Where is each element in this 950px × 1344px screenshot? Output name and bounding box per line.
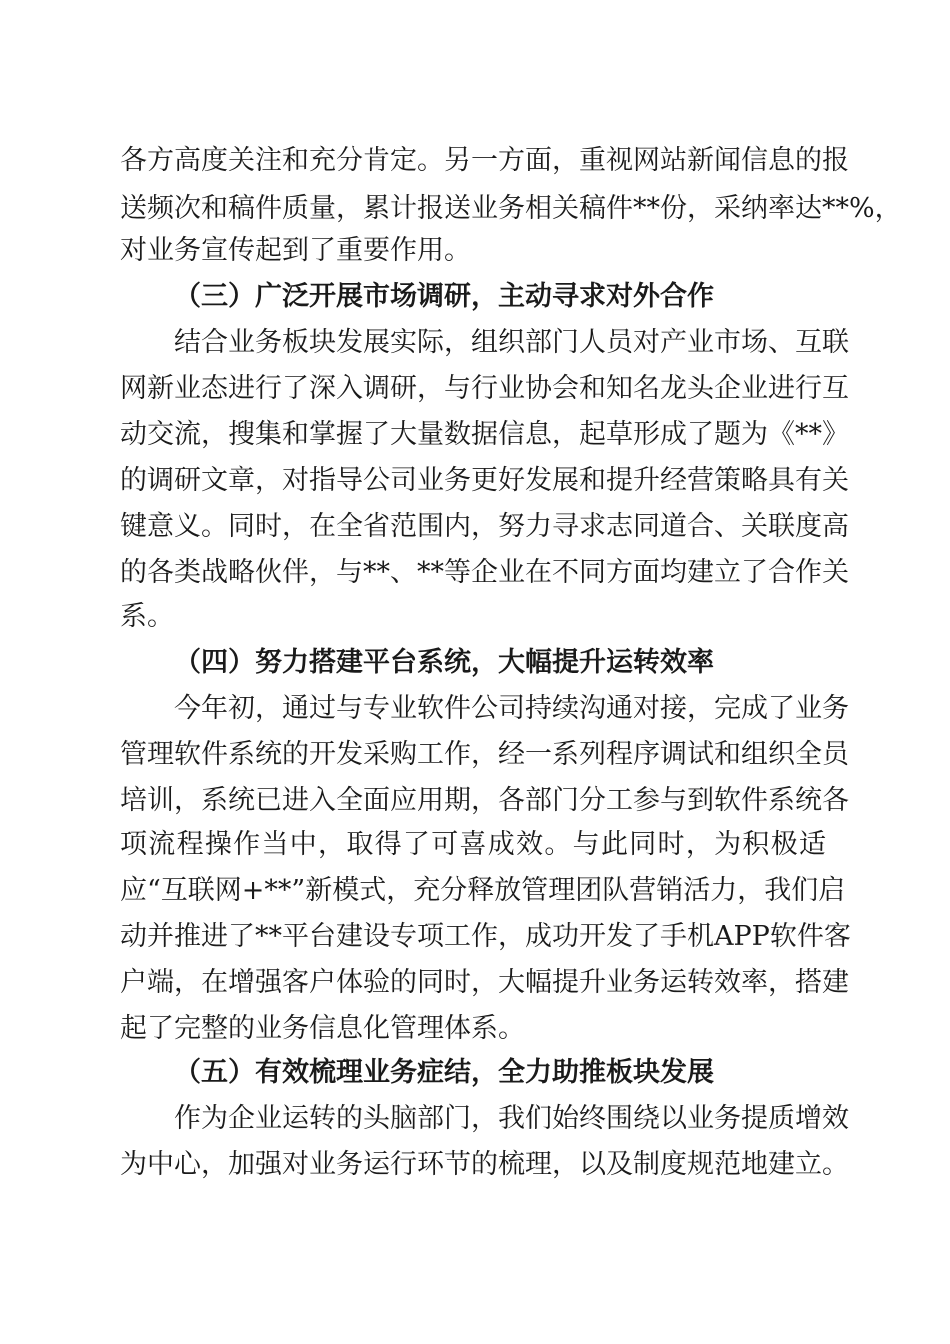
paragraph-line: 起了完整的业务信息化管理体系。 [120,1013,525,1044]
section-heading-4: （四）努力搭建平台系统，大幅提升运转效率 [174,647,714,678]
paragraph-line: 的调研文章，对指导公司业务更好发展和提升经营策略具有关 [120,465,849,496]
paragraph-line: 键意义。同时，在全省范围内，努力寻求志同道合、关联度高 [120,511,849,542]
paragraph-line: 培训，系统已进入全面应用期，各部门分工参与到软件系统各 [120,785,849,816]
paragraph-line: 结合业务板块发展实际，组织部门人员对产业市场、互联 [174,327,849,358]
paragraph-line: 的各类战略伙伴，与**、**等企业在不同方面均建立了合作关 [120,557,849,588]
paragraph-line: 为中心，加强对业务运行环节的梳理，以及制度规范地建立。 [120,1149,849,1180]
section-heading-3: （三）广泛开展市场调研，主动寻求对外合作 [174,281,714,312]
paragraph-line: 管理软件系统的开发采购工作，经一系列程序调试和组织全员 [120,739,849,770]
section-heading-5: （五）有效梳理业务症结，全力助推板块发展 [174,1057,714,1088]
paragraph-line: 系。 [120,601,174,632]
paragraph-line: 网新业态进行了深入调研，与行业协会和知名龙头企业进行互 [120,373,849,404]
paragraph-line: 动交流，搜集和掌握了大量数据信息，起草形成了题为《**》 [120,419,849,450]
paragraph-line: 各方高度关注和充分肯定。另一方面，重视网站新闻信息的报 [120,145,849,176]
paragraph-line: 动并推进了**平台建设专项工作，成功开发了手机APP软件客 [120,921,851,952]
paragraph-line: 户端，在增强客户体验的同时，大幅提升业务运转效率，搭建 [120,967,849,998]
paragraph-line: 作为企业运转的头脑部门，我们始终围绕以业务提质增效 [174,1103,849,1134]
paragraph-line: 应“互联网+**”新模式，充分释放管理团队营销活力，我们启 [120,875,846,906]
paragraph-line: 项流程操作当中，取得了可喜成效。与此同时，为积极适 [120,829,826,860]
paragraph-line: 送频次和稿件质量，累计报送业务相关稿件**份，采纳率达**%， [120,193,902,224]
paragraph-line: 今年初，通过与专业软件公司持续沟通对接，完成了业务 [174,693,849,724]
paragraph-line: 对业务宣传起到了重要作用。 [120,235,471,266]
